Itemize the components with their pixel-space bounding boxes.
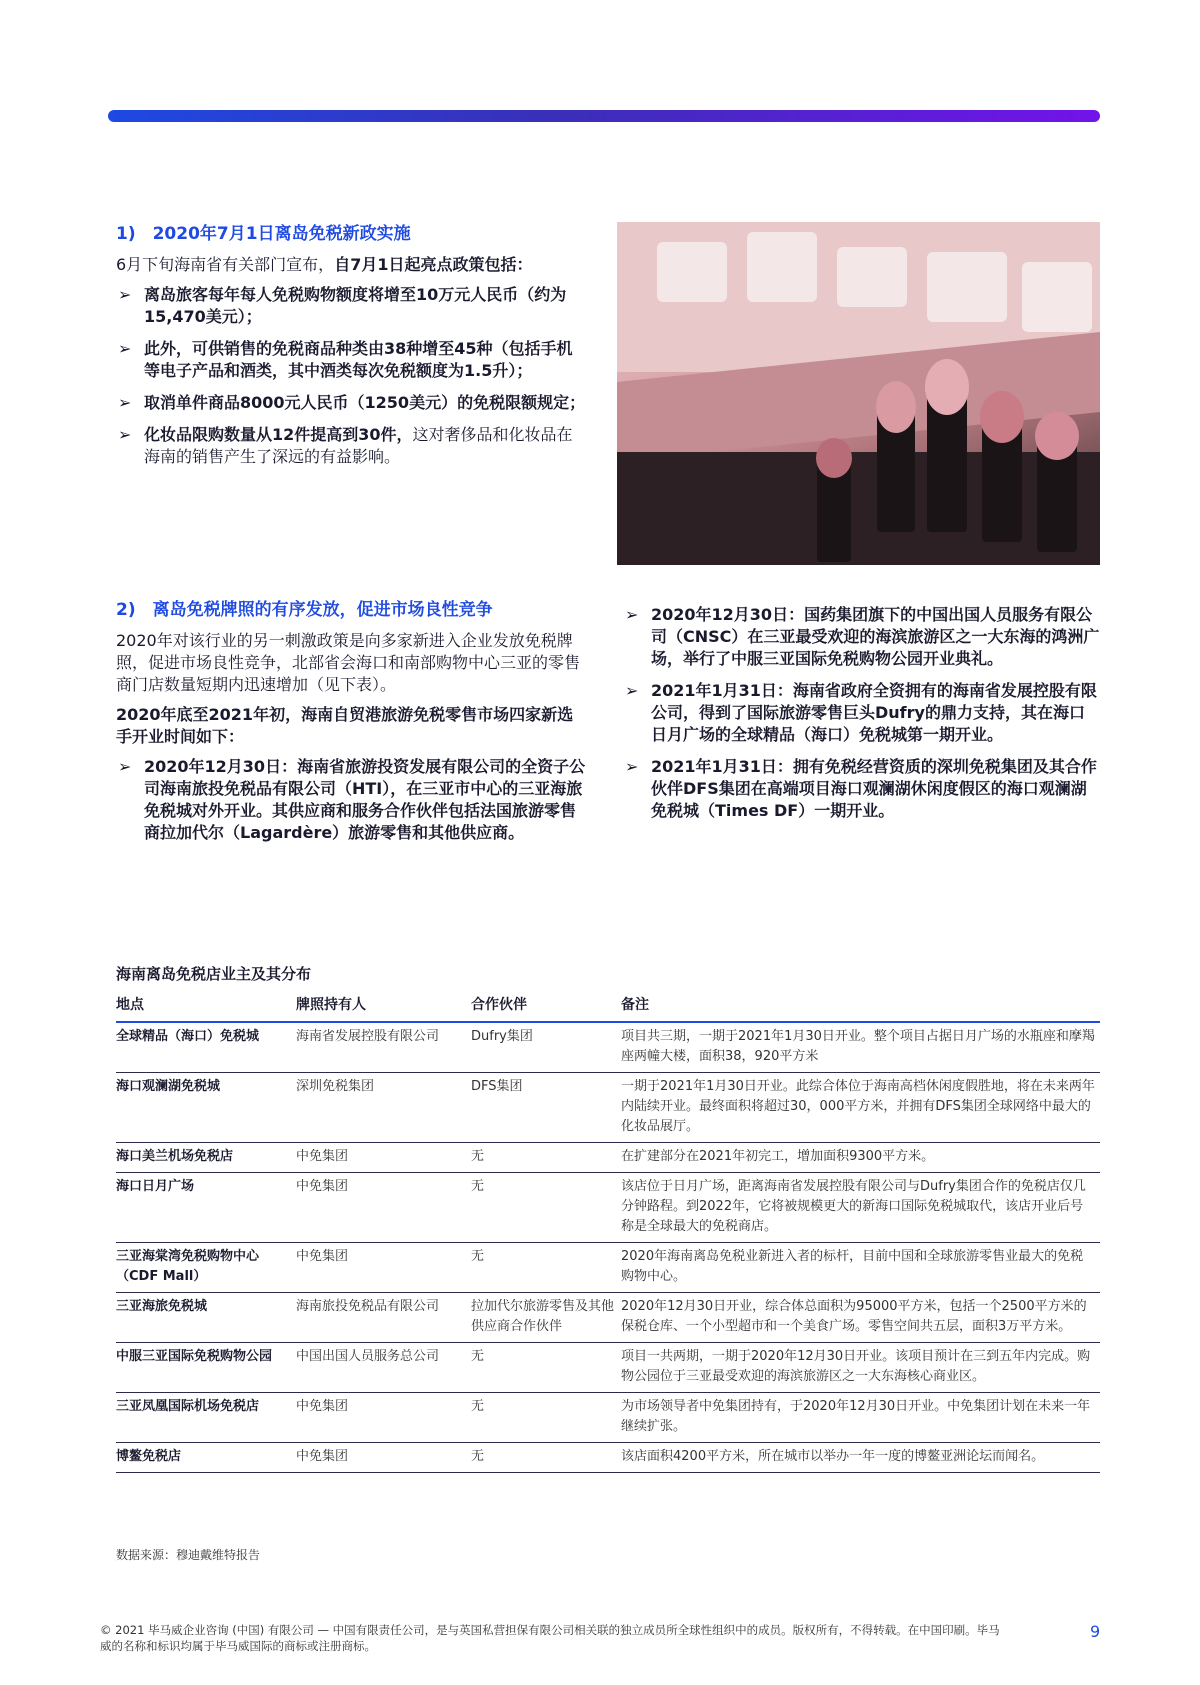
cell-licensee: 中免集团 — [296, 1393, 471, 1443]
section2-lead: 2020年底至2021年初，海南自贸港旅游免税零售市场四家新选手开业时间如下： — [116, 705, 574, 746]
cell-partner: 无 — [471, 1443, 621, 1473]
bullet-text: 2020年12月30日：国药集团旗下的中国出国人员服务有限公司（CNSC）在三亚最受欢迎的海滨旅游区之一大东海的鸿洲广场，举行了中服三亚国际免税购物公园开业典礼。 — [651, 605, 1100, 668]
cell-notes: 该店位于日月广场，距离海南省发展控股有限公司与Dufry集团合作的免税店仅几分钟路程。到2022年，它将被规模更大的新海口国际免税城取代，该店开业后号称是全球最大的免税商店。 — [621, 1173, 1100, 1243]
top-accent-bar — [108, 110, 1100, 122]
intro-plain: 6月下旬海南省有关部门宣布， — [116, 255, 335, 274]
section1-heading: 1) 2020年7月1日离岛免税新政实施 — [116, 224, 411, 244]
lipstick-illustration — [617, 222, 1100, 565]
bullet-text: 2021年1月31日：海南省政府全资拥有的海南省发展控股有限公司，得到了国际旅游零售巨头Dufry的鼎力支持，其在海口日月广场的全球精品（海口）免税城第一期开业。 — [651, 681, 1097, 744]
duty-free-table — [116, 989, 1100, 1473]
cell-licensee: 海南旅投免税品有限公司 — [296, 1293, 471, 1343]
cell-partner: 无 — [471, 1343, 621, 1393]
cell-licensee: 中国出国人员服务总公司 — [296, 1343, 471, 1393]
arrow-bullet-icon: ➢ — [625, 757, 639, 776]
lipstick-photo — [617, 222, 1100, 565]
cell-notes: 为市场领导者中免集团持有，于2020年12月30日开业。中免集团计划在未来一年继续扩张。 — [621, 1393, 1100, 1443]
policy-list — [116, 284, 586, 468]
cell-licensee: 深圳免税集团 — [296, 1073, 471, 1143]
list-item — [116, 338, 586, 382]
cell-notes: 项目一共两期，一期于2020年12月30日开业。该项目预计在三到五年内完成。购物公园位于三亚最受欢迎的海滨旅游区之一大东海核心商业区。 — [621, 1343, 1100, 1393]
bullet-text: 2020年12月30日：海南省旅游投资发展有限公司的全资子公司海南旅投免税品有限公司（HTI），在三亚市中心的三亚海旅免税城对外开业。其供应商和服务合作伙伴包括法国旅游零售商拉加代尔（Lagardère）旅游零售和其他供应商。 — [144, 757, 586, 842]
cell-notes: 在扩建部分在2021年初完工，增加面积9300平方米。 — [621, 1143, 1100, 1173]
cell-licensee: 中免集团 — [296, 1443, 471, 1473]
cell-notes: 一期于2021年1月30日开业。此综合体位于海南高档休闲度假胜地，将在未来两年内陆续开业。最终面积将超过30，000平方米，并拥有DFS集团全球网络中最大的化妆品展厅。 — [621, 1073, 1100, 1143]
cell-location: 全球精品（海口）免税城 — [116, 1022, 296, 1073]
cell-notes: 2020年海南离岛免税业新进入者的标杆，目前中国和全球旅游零售业最大的免税购物中心。 — [621, 1243, 1100, 1293]
footer-legal: © 2021 毕马威企业咨询 (中国) 有限公司 — 中国有限责任公司，是与英国私营担保有限公司相关联的独立成员所全球性组织中的成员。版权所有，不得转载。在中国印刷。毕马威的名称和标识均属于毕马威国际的商标或注册商标。 — [100, 1623, 1000, 1653]
cell-location: 博鳌免税店 — [116, 1443, 296, 1473]
table-row — [116, 1443, 1100, 1473]
table-row — [116, 1293, 1100, 1343]
arrow-bullet-icon: ➢ — [118, 285, 132, 304]
cell-partner: 无 — [471, 1143, 621, 1173]
cell-partner: 无 — [471, 1173, 621, 1243]
arrow-bullet-icon: ➢ — [118, 425, 132, 444]
bullet-bold: 化妆品限购数量从12件提高到30件， — [144, 425, 413, 444]
openings-list-right — [623, 604, 1100, 822]
list-item — [623, 604, 1100, 670]
list-item — [116, 392, 586, 414]
table-row — [116, 1073, 1100, 1143]
table-row — [116, 1343, 1100, 1393]
cell-partner: DFS集团 — [471, 1073, 621, 1143]
arrow-bullet-icon: ➢ — [625, 681, 639, 700]
header-licensee: 牌照持有人 — [296, 989, 471, 1022]
cell-location: 三亚海旅免税城 — [116, 1293, 296, 1343]
table-header-row — [116, 989, 1100, 1022]
page-number: 9 — [1090, 1622, 1101, 1641]
header-location: 地点 — [116, 989, 296, 1022]
arrow-bullet-icon: ➢ — [625, 605, 639, 624]
cell-licensee: 中免集团 — [296, 1143, 471, 1173]
section1-intro — [116, 254, 586, 276]
section2-heading: 2) 离岛免税牌照的有序发放，促进市场良性竞争 — [116, 600, 493, 620]
table-row — [116, 1143, 1100, 1173]
arrow-bullet-icon: ➢ — [118, 757, 132, 776]
bullet-bold: 此外，可供销售的免税商品种类由38种增至45种（包括手机等电子产品和酒类，其中酒类每次免税额度为1.5升）； — [144, 339, 573, 380]
cell-licensee: 中免集团 — [296, 1173, 471, 1243]
section2-intro: 2020年对该行业的另一刺激政策是向多家新进入企业发放免税牌照，促进市场良性竞争，北部省会海口和南部购物中心三亚的零售商门店数量短期内迅速增加（见下表）。 — [116, 631, 581, 694]
list-item — [623, 680, 1100, 746]
cell-location: 三亚凤凰国际机场免税店 — [116, 1393, 296, 1443]
arrow-bullet-icon: ➢ — [118, 393, 132, 412]
cell-location: 海口日月广场 — [116, 1173, 296, 1243]
list-item — [623, 756, 1100, 822]
cell-licensee: 海南省发展控股有限公司 — [296, 1022, 471, 1073]
cell-location: 三亚海棠湾免税购物中心（CDF Mall） — [116, 1243, 296, 1293]
bullet-bold: 取消单件商品8000元人民币（1250美元）的免税限额规定； — [144, 393, 586, 412]
table-row — [116, 1243, 1100, 1293]
bullet-text: 2021年1月31日：拥有免税经营资质的深圳免税集团及其合作伙伴DFS集团在高端项目海口观澜湖休闲度假区的海口观澜湖免税城（Times DF）一期开业。 — [651, 757, 1097, 820]
cell-partner: 无 — [471, 1243, 621, 1293]
section2-right — [623, 604, 1100, 832]
cell-location: 海口观澜湖免税城 — [116, 1073, 296, 1143]
cell-partner: Dufry集团 — [471, 1022, 621, 1073]
table-row — [116, 1393, 1100, 1443]
table-row — [116, 1173, 1100, 1243]
header-partner: 合作伙伴 — [471, 989, 621, 1022]
cell-location: 中服三亚国际免税购物公园 — [116, 1343, 296, 1393]
cell-licensee: 中免集团 — [296, 1243, 471, 1293]
bullet-plain: 这对奢侈品和化妆品在海南的销售产生了深远的有益影响。 — [144, 425, 573, 466]
cell-partner: 无 — [471, 1393, 621, 1443]
list-item — [116, 284, 586, 328]
cell-notes: 2020年12月30日开业，综合体总面积为95000平方米，包括一个2500平方米的保税仓库、一个小型超市和一个美食广场。零售空间共五层，面积3万平方米。 — [621, 1293, 1100, 1343]
arrow-bullet-icon: ➢ — [118, 339, 132, 358]
cell-notes: 该店面积4200平方米，所在城市以举办一年一度的博鳌亚洲论坛而闻名。 — [621, 1443, 1100, 1473]
section1 — [116, 222, 586, 478]
bullet-bold: 离岛旅客每年每人免税购物额度将增至10万元人民币（约为15,470美元）； — [144, 285, 567, 326]
table-title: 海南离岛免税店业主及其分布 — [116, 965, 312, 983]
cell-partner: 拉加代尔旅游零售及其他供应商合作伙伴 — [471, 1293, 621, 1343]
list-item — [116, 756, 586, 844]
intro-bold: 自7月1日起亮点政策包括： — [334, 255, 533, 274]
section2-left — [116, 598, 586, 854]
cell-location: 海口美兰机场免税店 — [116, 1143, 296, 1173]
cell-notes: 项目共三期，一期于2021年1月30日开业。整个项目占据日月广场的水瓶座和摩羯座两幢大楼，面积38，920平方米 — [621, 1022, 1100, 1073]
openings-list-left — [116, 756, 586, 844]
header-notes: 备注 — [621, 989, 1100, 1022]
table-row — [116, 1022, 1100, 1073]
list-item — [116, 424, 586, 468]
data-source: 数据来源：穆迪戴维特报告 — [116, 1548, 261, 1562]
